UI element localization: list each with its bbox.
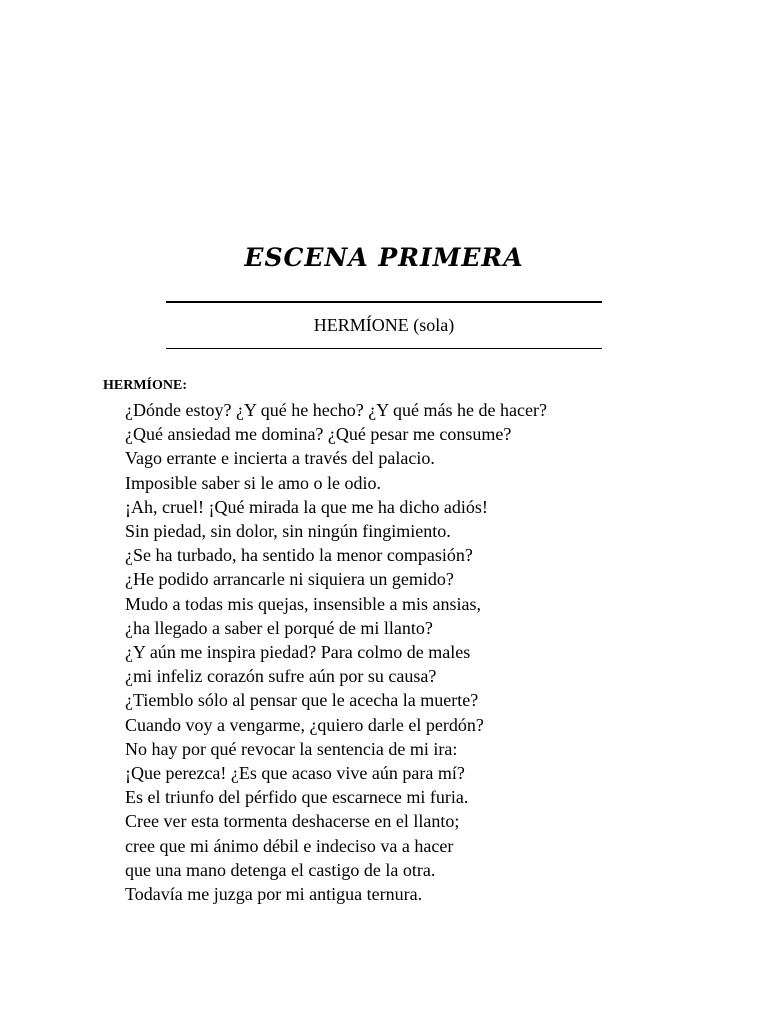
top-divider bbox=[166, 301, 602, 303]
verse-line: Sin piedad, sin dolor, sin ningún fingimiento. bbox=[125, 521, 451, 542]
verse-line: ¿Qué ansiedad me domina? ¿Qué pesar me consume? bbox=[125, 424, 512, 445]
verse-line: ¿ha llegado a saber el porqué de mi llanto? bbox=[125, 617, 433, 638]
verse-line: Todavía me juzga por mi antigua ternura. bbox=[125, 884, 423, 905]
verse-line: ¿Dónde estoy? ¿Y qué he hecho? ¿Y qué más he de hacer? bbox=[125, 400, 547, 420]
verse-line: Es el triunfo del pérfido que escarnece mi furia. bbox=[125, 787, 469, 808]
scene-title: ESCENA PRIMERA bbox=[244, 243, 524, 272]
verse-line: No hay por qué revocar la sentencia de mi ira: bbox=[125, 738, 458, 759]
scene-subtitle: HERMÍONE (sola) bbox=[313, 315, 455, 335]
verse-line: que una mano detenga el castigo de la otra. bbox=[125, 859, 436, 880]
verse-line: ¿Se ha turbado, ha sentido la menor compasión? bbox=[125, 545, 473, 566]
verse-line: ¿Tiemblo sólo al pensar que le acecha la muerte? bbox=[125, 690, 479, 711]
verse-list bbox=[125, 398, 547, 906]
bottom-divider bbox=[166, 348, 602, 349]
verse-line: ¡Ah, cruel! ¡Qué mirada la que me ha dicho adiós! bbox=[125, 496, 488, 517]
verse-line: Cuando voy a vengarme, ¿quiero darle el perdón? bbox=[125, 714, 484, 735]
verse-line: ¿mi infeliz corazón sufre aún por su causa? bbox=[125, 666, 437, 687]
verse-line: Cree ver esta tormenta deshacerse en el llanto; bbox=[125, 811, 460, 832]
verse-line: cree que mi ánimo débil e indeciso va a hacer bbox=[125, 835, 454, 856]
verse-line: Vago errante e incierta a través del palacio. bbox=[125, 448, 435, 469]
verse-line: Mudo a todas mis quejas, insensible a mis ansias, bbox=[125, 593, 481, 614]
verse-line: ¡Que perezca! ¿Es que acaso vive aún para mí? bbox=[125, 763, 465, 784]
speaker-name: HERMÍONE: bbox=[103, 378, 187, 393]
verse-line: Imposible saber si le amo o le odio. bbox=[125, 472, 381, 493]
verse-line: ¿Y aún me inspira piedad? Para colmo de males bbox=[125, 642, 471, 663]
verse-line: ¿He podido arrancarle ni siquiera un gemido? bbox=[125, 569, 454, 590]
